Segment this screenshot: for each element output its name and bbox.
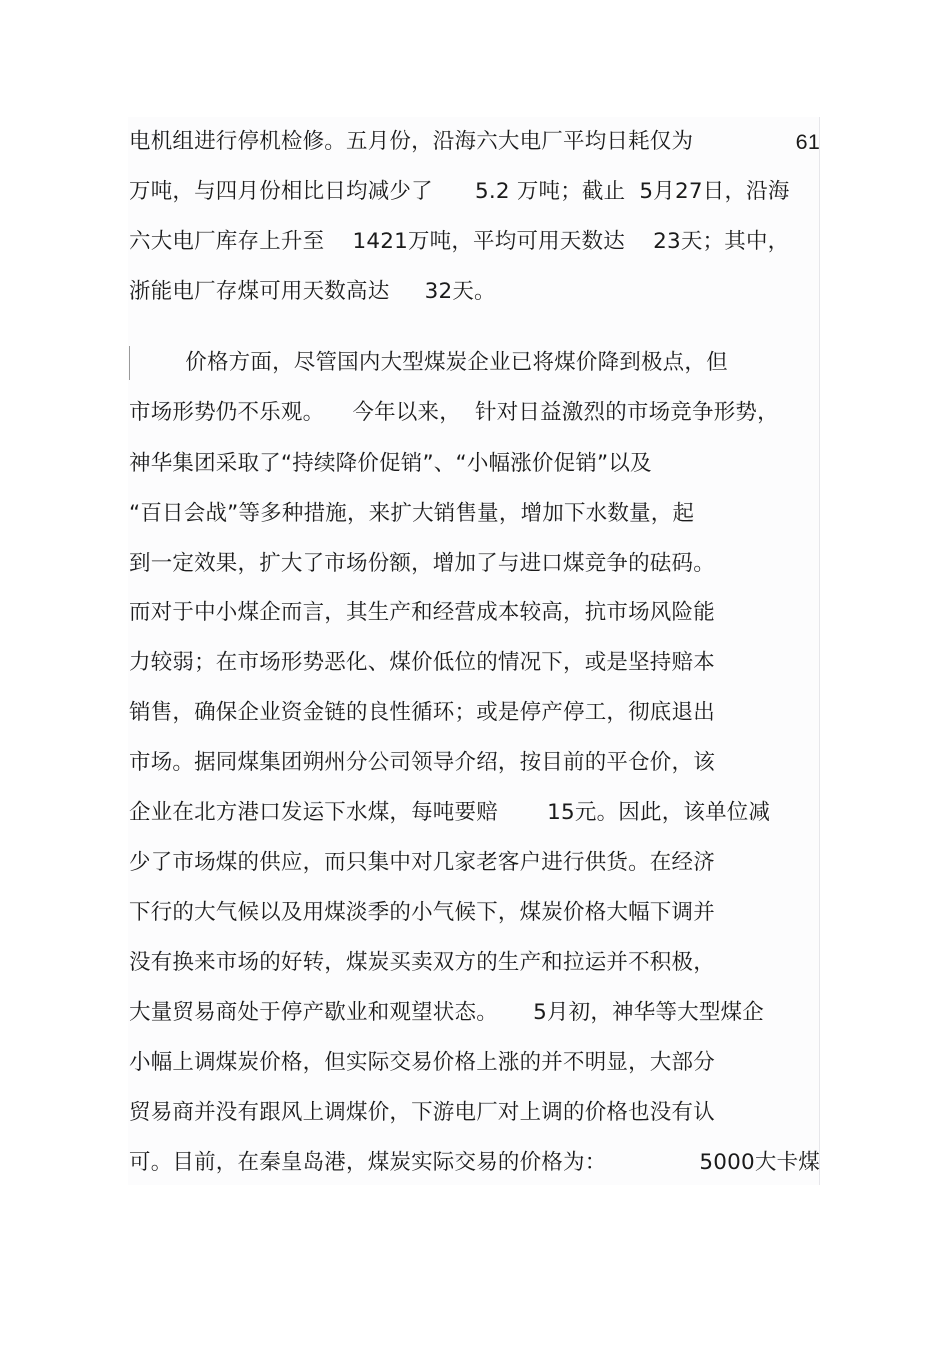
paragraph1-line-2: 万吨，与四月份相比日均减少了 5.2 万吨；截止 5月27日，沿海 (129, 179, 790, 204)
paragraph1-line-1: 电机组进行停机检修。五月份，沿海六大电厂平均日耗仅为 (129, 129, 694, 154)
paragraph2-line-10: 企业在北方港口发运下水煤，每吨要赔 15元。因此，该单位减 (129, 800, 771, 825)
paragraph2-line-17: 可。目前，在秦皇岛港，煤炭实际交易的价格为： (129, 1150, 607, 1175)
paragraph2-line-7: 力较弱；在市场形势恶化、煤价低位的情况下，或是坚持赔本 (129, 650, 715, 675)
paragraph2-line-3: 神华集团采取了“持续降价促销”、“小幅涨价促销”以及 (129, 451, 652, 476)
paragraph2-line-4: “百日会战”等多种措施，来扩大销售量，增加下水数量，起 (129, 501, 695, 526)
paragraph1-line-4: 浙能电厂存煤可用天数高达 32天。 (129, 279, 496, 304)
paragraph2-line-13: 没有换来市场的好转，煤炭买卖双方的生产和拉运并不积极， (129, 950, 715, 975)
paragraph2-line-9: 市场。据同煤集团朔州分公司领导介绍，按目前的平仓价，该 (129, 750, 715, 775)
paragraph1-line-1-end: 61 (795, 130, 820, 154)
paragraph2-line-15: 小幅上调煤炭价格，但实际交易价格上涨的并不明显，大部分 (129, 1050, 715, 1075)
paragraph2-line-2: 市场形势仍不乐观。 今年以来， 针对日益激烈的市场竞争形势， (129, 400, 779, 425)
paragraph2-line-12: 下行的大气候以及用煤淡季的小气候下，煤炭价格大幅下调并 (129, 900, 715, 925)
paragraph2-line-1: 价格方面，尽管国内大型煤炭企业已将煤价降到极点，但 (129, 350, 728, 375)
paragraph2-line-6: 而对于中小煤企而言，其生产和经营成本较高，抗市场风险能 (129, 600, 715, 625)
paragraph2-line-8: 销售，确保企业资金链的良性循环；或是停产停工，彻底退出 (129, 700, 715, 725)
paragraph1-line-3: 六大电厂库存上升至 1421万吨，平均可用天数达 23天；其中， (129, 229, 790, 254)
paragraph2-line-5: 到一定效果，扩大了市场份额，增加了与进口煤竞争的砝码。 (129, 551, 715, 576)
paragraph2-line-14: 大量贸易商处于停产歇业和观望状态。 5月初，神华等大型煤企 (129, 1000, 764, 1025)
paragraph2-line-11: 少了市场煤的供应，而只集中对几家老客户进行供货。在经济 (129, 850, 715, 875)
page-right-edge (819, 117, 820, 1185)
paragraph2-line-17-end: 5000大卡煤 (699, 1150, 820, 1175)
paragraph2-line-16: 贸易商并没有跟风上调煤价，下游电厂对上调的价格也没有认 (129, 1100, 715, 1125)
